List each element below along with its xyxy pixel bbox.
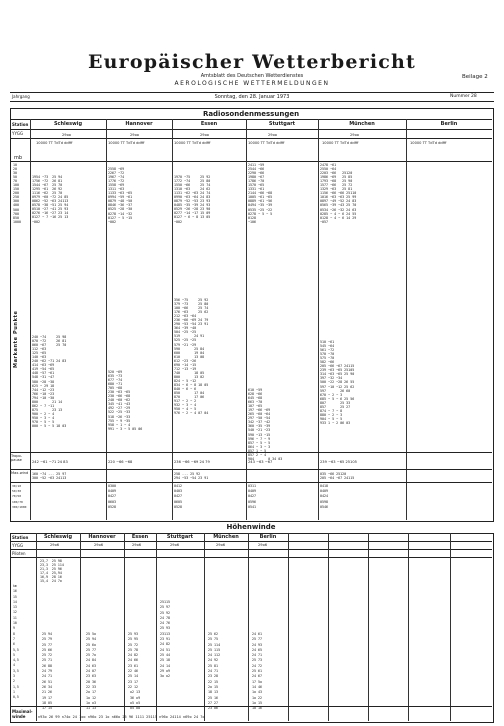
time-hannover: 29oo [130, 133, 139, 137]
rule [10, 557, 492, 558]
essen-layer-values: 0412 0403 0427 0605 0528 [174, 484, 183, 509]
rule [10, 706, 492, 707]
stuttgart-significant-points: 610 −59 628 −66 645 −68 663 −70 107 −65 197 −66 −69 265 −60 −64 297 −50 −54 342 −37 −42 360 −35 −39 540 −21 −23 590 −13 −15 596 − 7 − 9 857 − 5 − 5 864 − 3 − 3 857 1 − 5 857 2 − 4 904 0 34 03 [248, 388, 283, 461]
significant-points-label: Markante Punkte [13, 310, 19, 368]
hannover-layer-values: 0300 0409 0427 0603 0528 [108, 484, 117, 509]
rule [10, 161, 492, 162]
hw-station-muenchen: München [213, 534, 239, 540]
essen-significant-points: 356 −75 25 92 379 −73 25 80 100 −66 25 74 176 −63 25 62 212 −63 −64 236 −66 −69 24 79 290 −53 −54 23 91 364 −39 −40 504 −25 −25 519 24 91 525 −25 −25 579 −21 −29 590 25 84 600 19 04 610 13 08 612 −23 −26 690 −14 −15 712 −13 −19 740 18 05 800 13 02 824 − 5 −12 834 − 6 − 8 18 05 840 − 6 − 6 850 17 04 870 17 06 917 − 2 − 2 932 − 3 − 4 950 − 4 − 5 976 − 2 − 4 07 04 [174, 298, 209, 416]
station-hannover: Hannover [125, 121, 153, 127]
divider [406, 119, 407, 520]
schleswig-maxwind: 160 −74 ... 25 97 300 −52 −63 24113 [32, 472, 67, 481]
divider [248, 533, 249, 721]
muenchen-standard-levels: 2478 −61 2550 −64 2203 −66 25120 1986 −69 25 85 1793 −68 25 90 1577 −66 25 72 1329 −63 25 81 1156 −66 −66 25110 1016 −63 −63 25 99 0897 −49 −52 24 83 0565 −39 −43 25 70 0534 −26 −32 24 63 0285 − 4 − 6 24 55 0128 − 4 − 6 14 29 −057 [320, 163, 357, 224]
muenchen-significant-points: 510 −61 545 −64 561 −72 570 −70 575 −70 582 −66 205 −66 −67 24115 239 −63 −65 25105 314 −63 −65 25 90 397 −32 −34 500 −22 −28 26 55 597 −10 −12 25 62 597 26 60 670 − 2 − 3 685 − 5 − 6 25 56 807 25 33 857 25 27 874 − 7 − 8 880 − 2 − 3 904 − 5 − 5 933 1 − 2 06 03 [320, 340, 355, 425]
hw-yygg-label: YYGG [12, 543, 24, 548]
time-muenchen: 29oo [350, 133, 359, 137]
beilage-label: Beilage 2 [462, 74, 488, 80]
piloten-label: Piloten [12, 551, 26, 556]
schleswig-tropopause: 242 −61 −71 24 83 [32, 460, 68, 464]
divider [318, 119, 319, 520]
divider [80, 533, 81, 721]
muenchen-maxwind: 035 −66 25120 205 −64 −67 24115 [320, 472, 355, 481]
divider [156, 533, 157, 721]
essen-tropopause: 236 −66 −69 24 79 [174, 460, 210, 464]
hw-hannover: 25 5o 25 94 25 6o 25 77 25 7o 24 84 24 63 24 07 23 63 20 36 22 33 2o 17 1o 12 1o o3 11 13 [86, 632, 97, 711]
muenchen-tropopause: 239 −63 −65 25105 [320, 460, 357, 464]
aerological-heading: AEROLOGISCHE WETTERMELDUNGEN [174, 80, 330, 87]
stuttgart-tropopause: 243 −63 −67 [248, 460, 273, 464]
colhead-schleswig: 10000 TT TdTd ddfff [36, 141, 73, 145]
rule [10, 469, 492, 470]
divider [204, 533, 205, 721]
station-label: Station [12, 122, 29, 127]
issue-date: Sonntag, den 28. Januar 1973 [214, 94, 290, 100]
divider [36, 533, 37, 721]
hw-time-0: 29o6 [50, 543, 60, 547]
header-rule-bottom [10, 101, 494, 102]
rule [10, 452, 492, 453]
rule [10, 541, 492, 542]
colhead-berlin: 10000 TT TdTd ddfff [410, 141, 447, 145]
colhead-muenchen: 10000 TT TdTd ddfff [322, 141, 359, 145]
divider [408, 533, 409, 721]
muenchen-layer-values: 0418 0409 0424 0598 0546 [320, 484, 329, 509]
header-rule-top [10, 92, 494, 93]
hw-station-berlin: Berlin [259, 534, 277, 540]
hw-top-values: 23,7 25 98 23,3 25 114 21,3 25 96 17,4 25,94 16,9 28 16 15,4 24 7o [40, 559, 64, 583]
divider [328, 533, 329, 721]
hw-station-hannover: Hannover [88, 534, 116, 540]
hw-station-essen: Essen [131, 534, 149, 540]
hw-time-3: 29o6 [170, 543, 180, 547]
rule [10, 549, 492, 550]
divider [106, 119, 107, 520]
hoehenwinde-title: Höhenwinde [226, 523, 276, 531]
pressure-levels: 10 20 30 50 70 100 150 200 250 300 400 500 700 850 1000 [13, 163, 21, 224]
divider [450, 533, 451, 721]
mb-label: mb [14, 155, 23, 161]
divider [30, 119, 31, 520]
rule [10, 129, 492, 130]
hw-schleswig: 25 94 25 79 25 77 25 66 25 72 25 71 26 88 24 79 24 71 26 51 26 34 21 26 19 17 18 05 17 15 [42, 632, 53, 711]
hw-berlin: 24 61 25 77 24 93 24 65 24 71 25 73 24 72 25 61 24 67 17 5o 14 46 1o 43 1o 22 1o 15 1o 16 [252, 632, 263, 711]
hannover-tropopause: 220 −66 −68 [108, 460, 133, 464]
subtitle: Amtsblatt des Deutschen Wetterdienstes [200, 73, 304, 79]
colhead-hannover: 10000 TT TdTd ddfff [108, 141, 145, 145]
divider [368, 533, 369, 721]
hw-time-4: 29o6 [216, 543, 226, 547]
hw-station-schleswig: Schleswig [43, 534, 73, 540]
page-title: Europäischer Wetterbericht [87, 51, 417, 73]
hannover-significant-points: 520 −69 635 −73 677 −74 680 −71 705 −68 230 −63 −65 230 −66 −68 240 −60 −62 345 −41 −43 492 −27 −29 522 −25 −33 518 −26 −33 755 − 9 −35 958 − 1 − 4 991 − 3 − 5 05 06 [108, 370, 143, 431]
hw-station-label: Station [12, 535, 29, 540]
stuttgart-layer-values: 0311 0409 0427 0596 0541 [248, 484, 257, 509]
hw-stuttgart: 25115 25 97 25 92 24 78 24 76 25 93 23113 23 91 24 82 24 51 25 44 25 18 24 14 29 o9 3o o2 [160, 600, 171, 679]
tropopause-label: Tropo-pause [11, 454, 23, 462]
hw-time-1: 29o6 [94, 543, 104, 547]
station-schleswig: Schleswig [53, 121, 83, 127]
rule [10, 119, 492, 120]
colhead-stuttgart: 10000 TT TdTd ddfff [248, 141, 285, 145]
hw-muenchen: 25 62 25 75 25 114 25 115 24 112 24 92 25 81 24 71 23 28 22 15 2o 15 18 13 25 16 27 27 23 o6 [208, 632, 221, 711]
schleswig-significant-points: 240 −74 25 98 070 −72 26 81 060 −67 25 70 112 −63 125 −65 140 −63 240 −62 −71 24 83 414 −63 −69 419 −54 −65 448 −57 −61 548 −31 −47 580 −28 −38 625 − 29 18 744 −12 −23 766 −10 −23 794 −10 −30 800 21 14 862 − 7 −11 875 23 13 900 − 2 − 4 950 − 3 − 4 970 − 5 − 5 000 − 5 − 5 18 03 [32, 335, 67, 429]
hw-maxwind-label: Maximal-winde [12, 709, 33, 719]
stuttgart-standard-levels: 2411 −59 2544 −66 2290 −66 1980 −67 1786 −70 1570 −65 1331 −61 2144 −66 −68 1005 −61 −65 0889 −61 −56 0494 −35 −39 0535 −25 −22 0278 − 5 − 5 0128 −106 [248, 163, 273, 224]
divider [288, 533, 289, 721]
divider [172, 119, 173, 520]
rule [10, 482, 492, 483]
issue-number: Nummer 28 [450, 94, 477, 99]
station-essen: Essen [200, 121, 218, 127]
time-essen: 29oo [200, 133, 209, 137]
hw-levels: km 16 15 14 13 12 11 10 9 8 7 6 5,5 5 4,5 4 3,5 3 2 1,5 1 0,5 [13, 584, 19, 700]
time-stuttgart: 29oo [268, 133, 277, 137]
essen-maxwind: 258 ... 25 92 294 −53 −54 23 91 [174, 472, 209, 481]
hw-essen: 25 93 25 95 25 72 25 78 24 82 24 66 23 61 22 46 25 14 23 17 22 12 o2 13 36 o9 o5 o5 o5 o8 [128, 632, 141, 711]
hannover-standard-levels: 2558 −69 2267 −72 1967 −74 1776 −72 1558 −69 1311 −63 1133 −63 −65 0994 −59 −61 0879 −48 −50 0846 −36 −37 0525 −28 −30 0278 −14 −32 0127 − 5 −15 −002 [108, 167, 133, 224]
colhead-essen: 10000 TT TdTd ddfff [174, 141, 211, 145]
layer-labels: 30/10 50/30 70/50 100/70 300/1000 [12, 484, 27, 509]
divider [124, 533, 125, 721]
divider [246, 119, 247, 520]
hw-time-2: 29o6 [132, 543, 142, 547]
essen-standard-levels: 1970 −75 25 92 1772 −74 25 80 1550 −66 25 74 1310 −63 24 62 1131 −62 −63 24 74 0990 −63 −64 24 83 0879 −52 −53 23 93 0485 −35 −39 24 93 0529 −26 −28 23 90 0277 −14 −17 15 09 0127 − 6 − 8 13 05 −002 [174, 175, 211, 224]
hw-time-5: 29o6 [258, 543, 268, 547]
rule [10, 138, 492, 139]
station-stuttgart: Stuttgart [268, 121, 296, 127]
time-schleswig: 29oo [62, 133, 71, 137]
schleswig-standard-levels: 1954 −73 25 94 1756 −72 26 81 1544 −67 25 70 1295 −61 26 92 1116 −62 25 70 0979 −60 −72 24 85 0862 −52 −63 24113 0578 −38 −51 25 94 0510 −27 −41 25 93 0276 −16 −27 23 14 0127 − 7 −16 25 13 −002 [32, 175, 69, 224]
radiosonde-title: Radiosondenmessungen [202, 110, 300, 118]
station-berlin: Berlin [440, 121, 458, 127]
jahrgang-label: Jahrgang [12, 94, 30, 99]
hw-station-stuttgart: Stuttgart [166, 534, 194, 540]
yygg-label: YYGG [12, 131, 24, 136]
hw-maxwind-values: n93o 26 99 n74o 24 1oo n96o 23 1o n66o 25 96 1111 25115 n96o 24114 n69o 24 7o [38, 715, 205, 719]
maxwind-label: Max-wind [11, 471, 29, 475]
station-muenchen: München [349, 121, 375, 127]
